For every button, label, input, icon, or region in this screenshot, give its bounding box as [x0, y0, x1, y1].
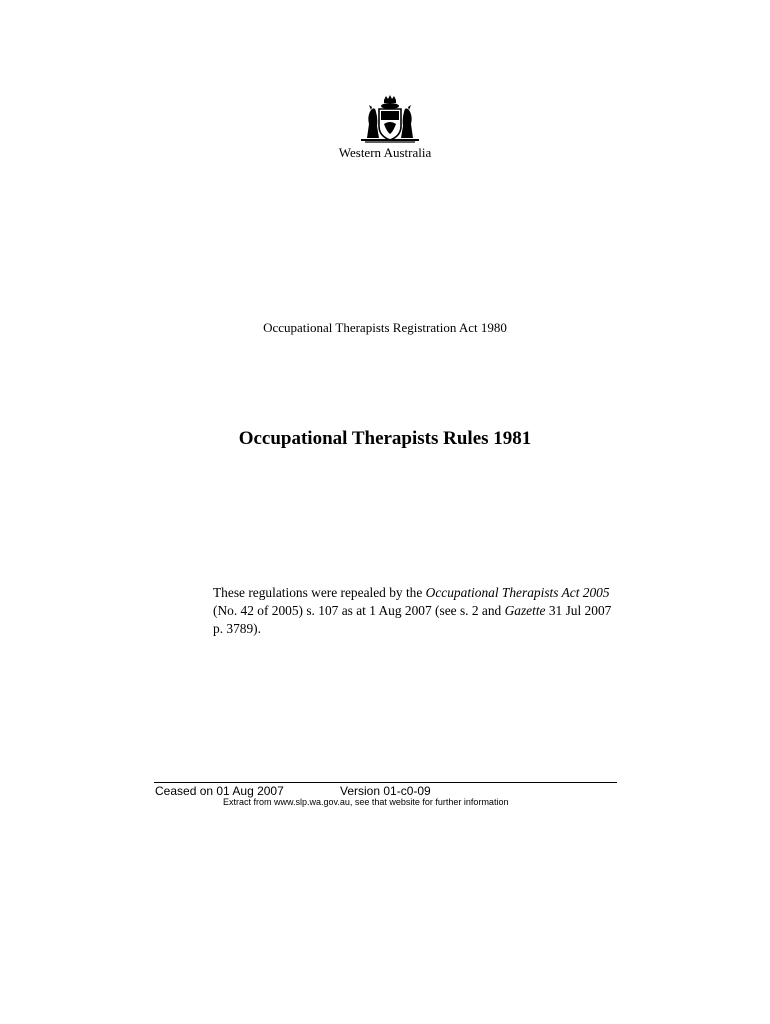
repeal-text-3: 31 Jul 2007 p. 3789). — [213, 603, 612, 636]
footer-extract-notice: Extract from www.slp.wa.gov.au, see that website for further information — [223, 797, 509, 807]
gazette-label: Gazette — [504, 603, 546, 618]
document-title: Occupational Therapists Rules 1981 — [238, 428, 532, 449]
jurisdiction-label: Western Australia — [338, 145, 432, 160]
repeal-text-2: (No. 42 of 2005) s. 107 as at 1 Aug 2007 (see s. 2 and — [213, 603, 505, 618]
coat-of-arms-icon — [357, 94, 423, 144]
footer-divider — [154, 782, 617, 783]
footer-ceased-date: Ceased on 01 Aug 2007 — [155, 784, 284, 798]
repealing-act-name: Occupational Therapists Act 2005 — [425, 585, 610, 600]
repeal-text-1: These regulations were repealed by the — [213, 585, 426, 600]
footer-version: Version 01-c0-09 — [340, 784, 431, 798]
act-name: Occupational Therapists Registration Act 1980 — [263, 320, 507, 335]
repeal-note — [213, 584, 623, 638]
